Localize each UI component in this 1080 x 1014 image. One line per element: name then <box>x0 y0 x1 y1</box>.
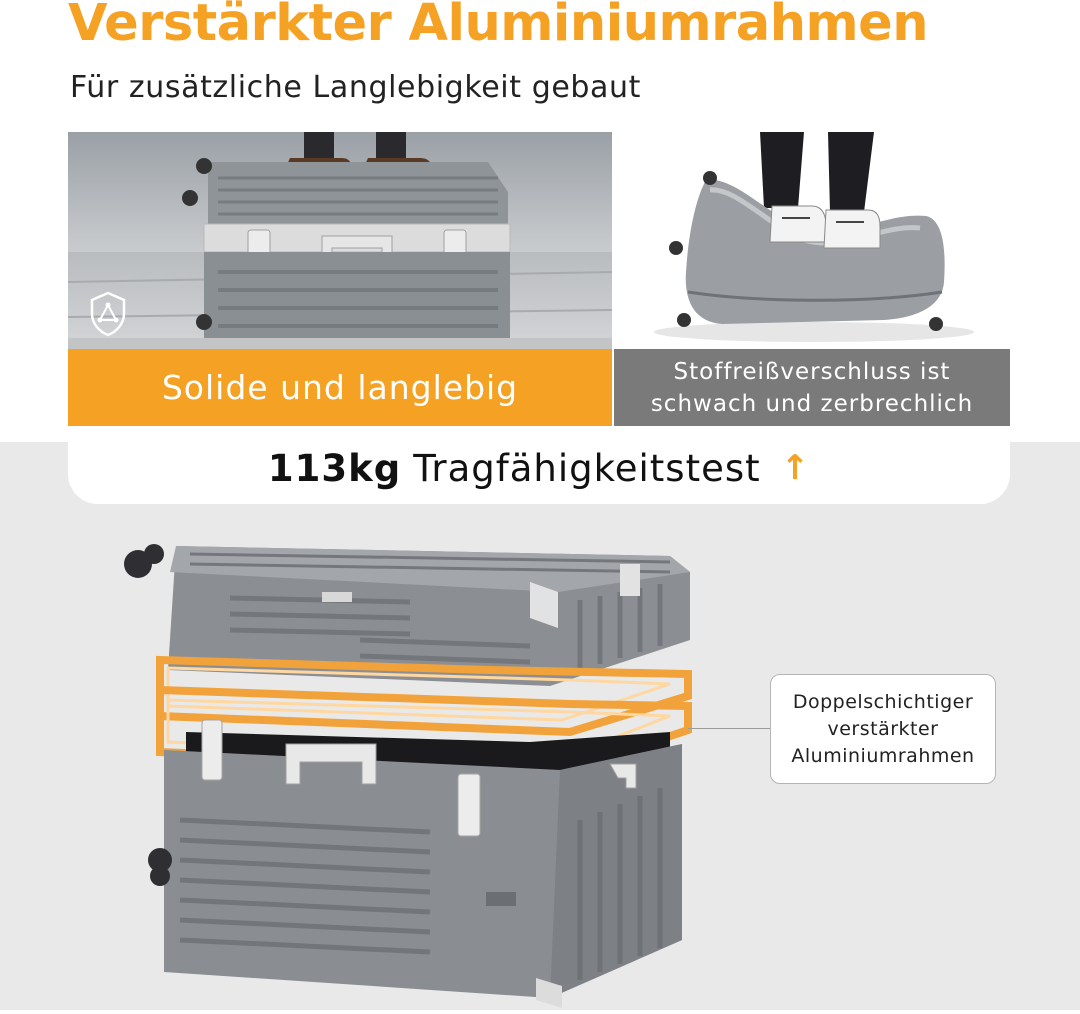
weak-zipper-label-line1: Stoffreißverschluss ist <box>673 358 951 385</box>
load-test-label: Tragfähigkeitstest <box>413 446 761 490</box>
weak-zipper-label <box>614 349 1010 426</box>
shield-icon <box>86 290 130 338</box>
callout-connector <box>688 728 770 729</box>
exploded-suitcase-illustration <box>110 520 700 1014</box>
fabric-suitcase-photo <box>614 132 1010 349</box>
solid-label: Solide und langlebig <box>68 349 612 426</box>
aluminium-suitcase-photo <box>68 132 612 349</box>
callout-line2: verstärkter <box>827 717 939 740</box>
callout-line1: Doppelschichtiger <box>792 690 974 713</box>
weak-zipper-label-line2: schwach und zerbrechlich <box>650 390 974 417</box>
load-test-heading <box>68 440 1010 496</box>
load-value: 113kg <box>267 446 402 490</box>
double-layer-frame-callout <box>770 674 996 784</box>
callout-line3: Aluminiumrahmen <box>791 744 975 767</box>
up-arrow-icon: ↑ <box>780 448 811 488</box>
page-subtitle: Für zusätzliche Langlebigkeit gebaut <box>70 70 642 105</box>
page-title: Verstärkter Aluminiumrahmen <box>68 0 929 53</box>
